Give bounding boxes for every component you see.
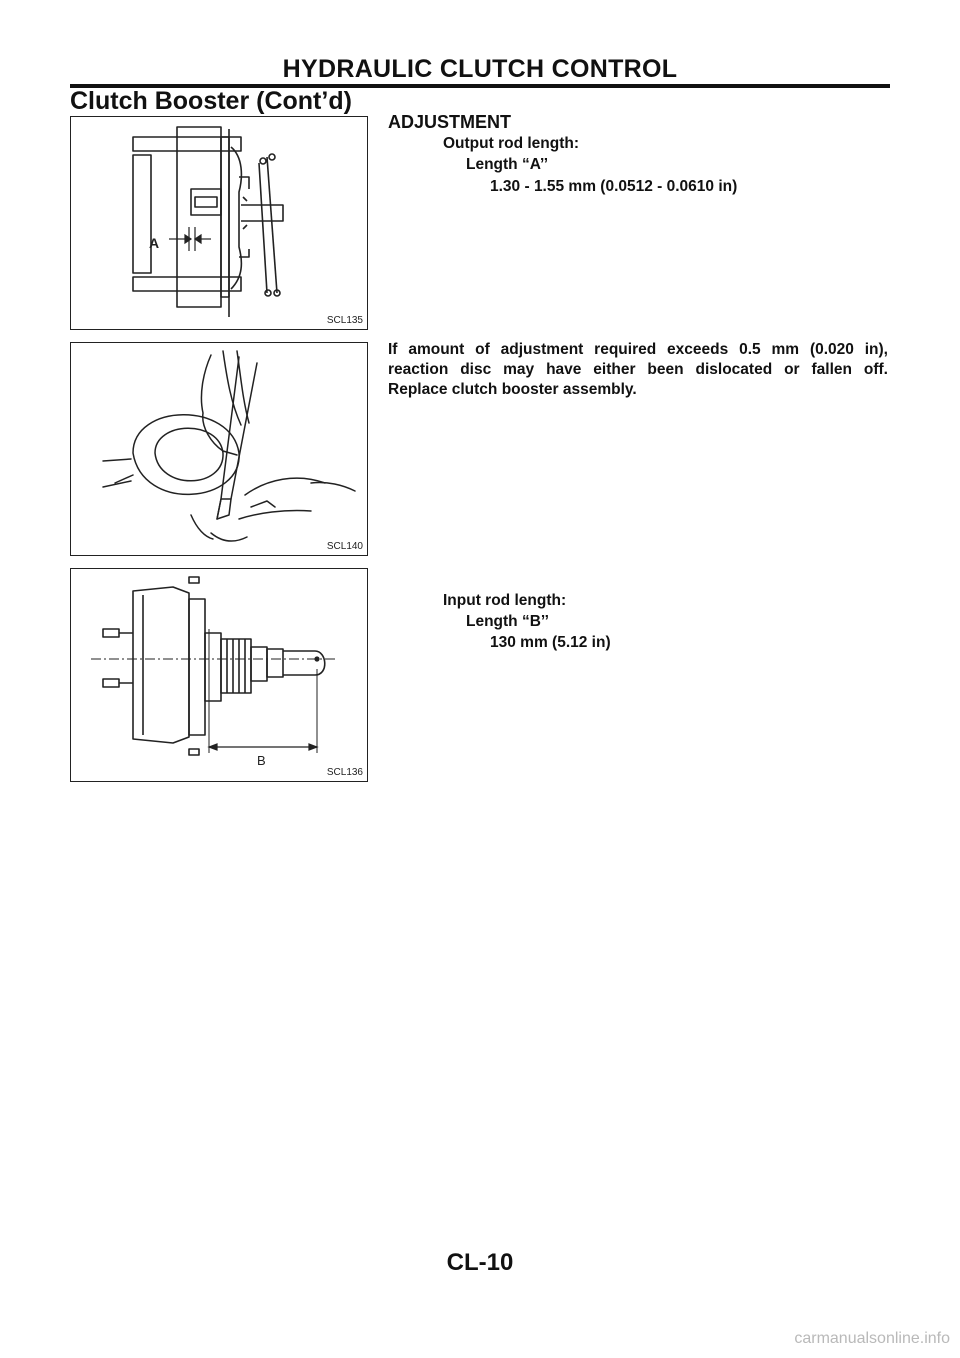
adjustment-heading: ADJUSTMENT <box>388 112 512 132</box>
output-rod-label: Output rod length: <box>443 135 580 152</box>
note-line: Replace clutch booster assembly. <box>388 381 637 398</box>
callout-a: A <box>149 235 160 251</box>
page-number: CL-10 <box>446 1249 514 1276</box>
figure-output-rod <box>70 116 368 330</box>
input-rod-label: Input rod length: <box>443 592 567 609</box>
section-title: HYDRAULIC CLUTCH CONTROL <box>282 55 678 83</box>
figure-code: SCL140 <box>326 541 363 552</box>
figure-pliers <box>70 342 368 556</box>
callout-b: B <box>257 753 266 768</box>
pliers-illustration <box>71 343 369 557</box>
length-b-value: 130 mm (5.12 in) <box>490 634 611 651</box>
input-rod-illustration <box>71 569 369 783</box>
figure-code: SCL136 <box>326 767 363 778</box>
adjustment-note <box>388 340 888 400</box>
length-b-label: Length “B’’ <box>466 613 549 630</box>
note-line: If amount of adjustment required exceeds 0.5 mm (0.020 in), <box>388 341 888 358</box>
figure-input-rod <box>70 568 368 782</box>
length-a-value: 1.30 - 1.55 mm (0.0512 - 0.0610 in) <box>490 178 738 195</box>
length-a-label: Length “A’’ <box>466 156 549 173</box>
note-line: reaction disc may have either been dislocated or fallen off. <box>388 361 888 378</box>
section-subtitle: Clutch Booster (Cont’d) <box>70 87 352 115</box>
figure-code: SCL135 <box>326 315 363 326</box>
watermark: carmanualsonline.info <box>794 1330 950 1347</box>
output-rod-illustration <box>71 117 369 331</box>
